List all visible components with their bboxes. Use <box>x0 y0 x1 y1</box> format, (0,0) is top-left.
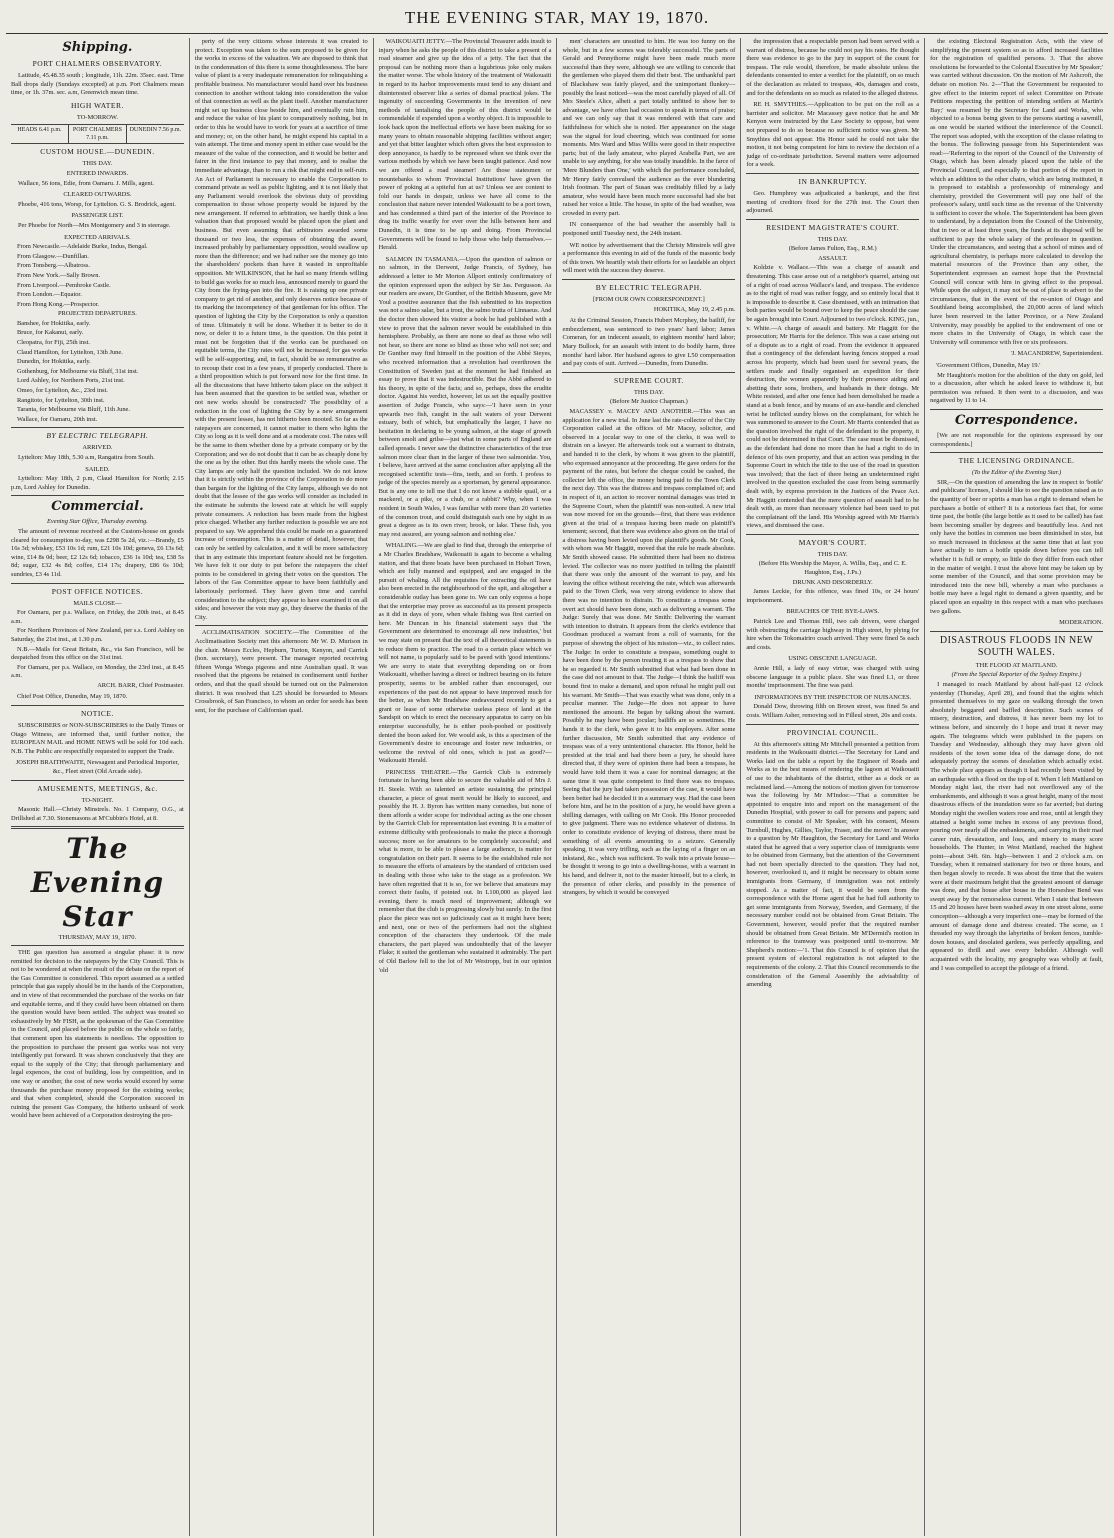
customs-heading: CUSTOM HOUSE.—DUNEDIN. <box>40 147 155 157</box>
supreme-court-continued: the impression that a respectable person had been served with a warrant of distress, because he could not pay his rates. He thought there was evidence to go to the jury in support of the count for trespass. The rule would, therefore, be made absolute unless the defendants consented to enter a verdict for the plaintiff, on so much of the declaration as related to trespass, 40s, damages and costs, and for the defendants on so much as related to the alleged distress. <box>746 38 920 97</box>
nameplate: The Evening Star <box>30 832 165 934</box>
amusements-text: Masonic Hall.—Christy Minstrels. No. 1 Company, O.G., at Drillshed at 7.30. Stonemasons at M'Cubbin's Hotel, at 8. <box>11 806 184 822</box>
bankruptcy-heading: IN BANKRUPTCY. <box>798 176 867 186</box>
columns <box>6 38 1108 1536</box>
supreme-court-judge: (Before Mr Justice Chapman.) <box>610 398 688 406</box>
gold-duty-text: Mr Haughton's motion for the abolition of the duty on gold, led to a discussion, after which he asked leave to withdraw it, but permission was refused. It then went to a discussion, and was negatived by 11 to 14. <box>930 371 1103 405</box>
drunk-heading: DRUNK AND DISORDERLY. <box>792 578 873 586</box>
dateline: THURSDAY, MAY 19, 1870. <box>11 934 184 946</box>
breaches-text: Patrick Lee and Thomas Hill, two cab drivers, were charged with obstructing the carriage highway in High street, by plying for hire when the Tokomairiro coach arrived. They were fined 5s each and costs. <box>746 618 920 651</box>
correspondence-heading: Correspondence. <box>955 412 1079 428</box>
passenger-heading: PASSENGER LIST. <box>71 212 124 220</box>
licensing-heading: THE LICENSING ORDINANCE. <box>958 456 1075 466</box>
breaches-heading: BREACHES OF THE BYE-LAWS. <box>786 608 880 616</box>
expected-item: From Tonsberg.—Albatross. <box>17 262 90 270</box>
column-5 <box>741 38 925 1536</box>
floods-heading: DISASTROUS FLOODS IN NEW SOUTH WALES. <box>939 634 1094 658</box>
ball-notice: IN consequence of the bad weather the assembly ball is postponed until Tuesday next, the 24th instant. <box>562 221 736 238</box>
telegraph-heading: BY ELECTRIC TELEGRAPH. <box>595 283 702 293</box>
column-2 <box>190 38 374 1536</box>
arrived-heading: ARRIVED. <box>82 444 113 452</box>
post-item: For Northern Provinces of New Zealand, per s.s. Lord Ashley on Saturday, the 21st inst., at 1.30 p.m. <box>11 627 184 643</box>
correspondence-note: [We are not responsible for the opinions expressed by our correspondents.] <box>930 431 1103 448</box>
supreme-court-text: MACASSEY v. MACEY AND ANOTHER.—This was an application for a new trial. In June last the rate-collector of the City Corporation called at the offices of Mr Macey, solicitor, and observed in a jocular way to one of the clerks, it was well to distrain on a lawyer. He afterwards took out a warrant to distrain, and handed it to the clerk, by whom it was given to the plaintiff, who expressed annoyance at the proceeding. He gave orders for the payment of the rates, but before the cheque could be cashed, the collector left the office, the money being paid to the Town Clerk the next day. This was the distress and trespass complained of; and in respect of it, an action to recover nominal damages was tried in the Supreme Court, when the plaintiff was non-suited. A new trial was now moved for on the grounds—first, that there was evidence given at the trial of a trespass having been made on plaintiff's tenement; second, that there was evidence also given on the trial of a distress having been levied upon the plaintiff's goods. Mr Cook, with whom was Mr Haggitt, moved that the rule be made absolute. Mr Smith showed cause. He submitted there had been no distress levied. The collector was no more justified in telling the plaintiff that there was only the amount of the warrant to pay, and his leaving the office without receiving the rate, which was afterwards paid to the Town Clerk, was very strong evidence to show that there was no intention to distrain. To constitute a trespass some overt act should have been done, such as delivering a warrant. The Judge: Surely that was done. Mr Smith: Delivering the warrant with intention to distrain. It appears from the clerk's evidence that Goodman produced a warrant from a roll of warrants, for the purpose of showing the object of his mission—viz., to collect rates. The Judge: In order to constitute a trespass, something ought to have been done by the person treating it as a trespass to show that he so regarded it. Mr Smith submitted that what had been done in the case did not amount to that. The Judge—I think the bailiff was bound first to make a demand, and upon refusal he might pull out his warrant. Mr Smith—That was exactly what was done, only in a peculiar manner. The Judge—He does not appear to have mentioned the amount. He began by talking about the warrant. Possibly he may have been jocular; bailiffs are so sometimes. He hands it to the clerk, who gave it to his employers. After some further discussion, Mr Smith submitted that any evidence of trespass was of a very unintentional character. His Honor, held he presided at the trial and had there been a jury, he should have directed that, if they were of opinion there had been a trespass, he would have told them it was a case for nominal damages; at the same time it was quite competent to find there was no trespass. Seeing that the jury had taken possession of the case, it would have been better had he decided it in a summary way. Had the case been before him, and he in the position of a jury, he would have given a shilling damages, with calling on Mr Cook. His Honor proceeded to give judgment. There was no evidence whatever of distress. In order to constitute evidence of levying of distress, there must be something of all events amounting to a seizure. Generally speaking, it was very trifling, such as the laying of a finger on an inkstand, &c., which was sufficient. To walk into a private house—be thought it wrong to go into a dwelling-house, with a warrant in his hand, and deliver it, not to the master himself, but to a clerk, in the presence of other clerks, and possibly in the presence of strangers, by which it would be conveyed <box>562 407 736 897</box>
entered-inwards-heading: ENTERED INWARDS. <box>66 169 129 177</box>
licensing-to: (To the Editor of the Evening Star.) <box>971 469 1062 477</box>
commercial-heading: Commercial. <box>51 499 144 515</box>
amusements-heading: AMUSEMENTS, MEETINGS, &c. <box>37 783 158 793</box>
projected-item: Gothenburg, for Melbourne via Bluff, 31st inst. <box>17 367 139 375</box>
expected-item: From London.—Equator. <box>17 291 82 299</box>
language-text: Annie Hill, a lady of easy virtue, was charged with using obscene language in a public place. She was fined L1, or three months' imprisonment. The fine was paid. <box>746 665 920 690</box>
projected-item: Cleopatra, for Fiji, 25th inst. <box>17 339 90 347</box>
rm-court-sub: THIS DAY. <box>817 235 848 243</box>
mayors-court-sub: THIS DAY. <box>817 550 848 558</box>
post-signature: ARCH. BARR, Chief Postmaster. <box>97 681 184 689</box>
rm-court-heading: RESIDENT MAGISTRATE'S COURT. <box>766 222 900 232</box>
expected-item: From Liverpool.—Pembroke Castle. <box>17 281 111 289</box>
language-heading: USING OBSCENE LANGUAGE. <box>788 655 878 663</box>
passenger-text: Per Phoebe for North—Mrs Montgomery and 3 in steerage. <box>18 221 171 229</box>
licensing-signature: MODERATION. <box>1059 619 1103 627</box>
government-offices: 'Government Offices, Dunedin, May 19.' <box>936 361 1041 369</box>
tide-table <box>11 124 184 144</box>
tide-heads: HEADS 6.41 p.m. <box>11 125 69 143</box>
provincial-council-heading: PROVINCIAL COUNCIL. <box>786 727 879 737</box>
inspector-heading: INFORMATIONS BY THE INSPECTOR OF NUISANCES. <box>754 693 912 701</box>
cleared-outwards-text: Phoebe, 416 tons, Worsp, for Lyttelton. G. S. Brodrick, agent. <box>18 200 176 208</box>
masthead: THE EVENING STAR, MAY 19, 1870. <box>6 8 1108 34</box>
superintendent-signature: 'J. MACANDREW, Superintendent. <box>1010 350 1103 358</box>
editorial-continued: perty of the very citizens whose interests it was created to protect. Exception was taken to the sum proposed to be given for the works in excess of the valuation. We are disposed to think that in the condemnation of this there is some thoughtlessness. The bare value of plant is a very inadequate remuneration for relinquishing a profitable business. No manufacturer would hand over his business connection to another without taking into consideration the value of that connection as well as the plant itself. Another manufacturer might set up business close beside him, and eventually ruin him, and reduce the value of his plant to comparatively nothing, but in order to this he would have to work for years at a sacrifice of time and money; or, on the other hand, he might expend his capital in a vain attempt. The time and money spent in either case would be the measure of the value of the connection, and it would be better and fairer in the first instance to pay that money, and to realise the immediate advantage, than to run a risk that might end in self-ruin. An Act of Parliament is necessary to enable the Corporation to command private as well as public lighting, and it is not likely that any Parliament would overlook the obvious duty of providing compensation to those whose property would be injured by the new arrangement. If referred to arbitration, we hardly think a less valuation than that proposed would be placed upon the plant and business. But even assuming that arbitrators awarded some thousand or two less, the expenses of obtaining the award, increased probably by parliamentary opposition, would swallow up more than the difference; and we had rather see the money go into the shareholders' pockets than have it wasted in unprofitable opposition. Mr WILKINSON, that he had so many friends willing to build gas works for so much less, announced merely to guard the City from the frying-pan into the fire. It is raising up one private company to get rid of another, and only deserves notice because of its marking the incompetency of that gentleman for his office. The question of lighting the City by the Corporation is only a question of time. Ultimately it will be done. Whether it is better to do it now, or defer it to a future time, is the question. On this point it must not be forgotten that if the works can be purchased on equitable terms, the City rates will not be increased, for gas works will be self-supporting, and, in fact, should be so remunerative as to recoup their cost in a few years, if properly conducted. There is a third proposition which is put forward now for the first time. In all the discussions that have hitherto taken place on the subject it has been assumed that the question to be settled was, whether or not new works should be constructed? The possibility of a reduction in the cost of lighting the City by a new arrangement with the present lessee, has not hitherto been mooted. So far as the ratepayers are concerned, it cannot matter to them who lights the City so long as it is well done and at a moderate cost. The rates will be the same to them whether done by a private company or by the Corporation; and we do not doubt that it can be as cheaply done by the one as by the other. But this hardly meets the whole case. The City lamps are only half the question included. We do not know that it is strictly within the province of the Corporation to do more than bargain for the lighting of the City lamps, although we do not doubt that the lessee of the gas works will consider as included in the estimate he submits the lowest rate at which he will supply private consumers. A reduction has been made from the highest price charged. Whether any further reduction is possible we are not prepared to say. We apprehend this could be made on a guaranteed increase of consumption. This is a matter of detail, however, that can only be settled by calculation, and it will be more satisfactory that in any estimate this important feature should not be forgotten. We have felt it our duty to put before the ratepayers the chief points to be considered in giving their votes on the question. The labors of the Gas Committee appear to have been faithfully and laboriously performed. They have given time and careful consideration to the subject; they appear to have examined it on all sides; and however the vote may go, they deserve the thanks of the City. <box>194 38 368 621</box>
waikouaiti-jetty-text: WAIKOUAITI JETTY.—The Provincial Treasurer adds insult to injury when he asks the people of this district to take a present of a road steamer and give up the idea of a jetty. The fact that the proposal can be nothing more than a lugubrious joke only makes the matter worse. The whole history of the treatment of Waikouaiti in regard to its harbor improvements must tend to any distant and disinterested observer like a series of dismal practical jokes. The ingenuity of succeeding Governments in the invention of new methods of tantalising the people of this district would be commendable if expended upon a worthy object. It is impossible to look back upon the ineffectual efforts we have been making for so many years to obtain reasonable shipping facilities without anger; and yet that bitter laughter which often gives the best expression to deep annoyance, is hardly to be repressed when we think over the various methods by which we have been taught patience. And now we are offered a road steamer! Are those statesmen or mountebanks to whom 'Provincial Institutions' have given the power of poking at a spiteful fun at us? Unless we are content to fold our hands in despair, unless we have all come to the conclusion that nature never intended Waikouaiti to be a port town, and has condemned a third part of the interior of the Province to drag its traffic wearily for ever over the hills between here and Dunedin, it is time to be up and doing. From Provincial Governments will be found to help those who help themselves.—Herald. <box>378 38 552 252</box>
cleared-outwards-heading: CLEARED OUTWARDS. <box>63 191 132 199</box>
projected-item: Wallace, for Oamaru, 20th inst. <box>17 415 98 423</box>
bankruptcy-text: Geo. Humphrey was adjudicated a bankrupt, and the first meeting of creditors fixed for the 27th inst. The Court then adjourned. <box>746 189 920 215</box>
licensing-text: SIR,—On the question of amending the law in respect to 'bottle' and publicans' licenses, I should like to see the question raised as to the quantity of beer or spirits a man has a right to demand when he purchases a bottle of either? It is a notorious fact that, for some time past, the bottle (the large bottle as it used to be called) has fast been becoming smaller by degrees and beautifully less. And not only have the bottles in common use been diminished in size, but so much increased in thickness at the same time that at last you have actually to turn a bottle upside down before you can tell whether it is full or empty, so little do they differ from each other in the matter of weight. I trust the above hint may be taken up by some member of the Council, and that some provision may be introduced into the new bill, whereby a man who purchases a bottle may have a legal right to demand a given quantity, and be placed upon an equality in this respect with a man who purchases two gallons. <box>930 478 1103 615</box>
tide-port-chalmers: PORT CHALMERS 7.11 p.m. <box>69 125 127 143</box>
high-water-heading: HIGH WATER. <box>70 100 124 110</box>
projected-item: Dunedin, for Hokitika, early. <box>17 358 91 366</box>
projected-item: Omeo, for Lyttelton, &c., 23rd inst. <box>17 387 108 395</box>
rm-court-text: Koldzie v. Wallace.—This was a charge of assault and threatening. This case arose out of a neighbor's quarrel, arising out of a right of road across Wallace's land, and trespass. The evidence as to the right of road was rather foggy, and so entirely local that it is impossible to describe it. Case dismissed, with an intimation that both parties would be bound over to keep the peace should the case be again brought into Court. Adjourned to two o'clock. KING, jun., v. White.—A charge of assault and battery. Mr Haggitt for the prosecution; Mr Harris for the defence. This was a case arising out of a dispute as to a right of road. From the evidence it appeared that a contingency of the defendant having fences stopped a road across his property, which had been used for several years, the settlers made and finally organised an expedition for their destruction, the women apparently by their presence aiding and abetting their sons, brothers, and husbands in their doings. Mr White resisted, and after one fence had been demolished he made a stand at a bush fence, and by means of an axe-handle and clenched wrist he inflicted sundry blows on the complainant, for which he was summoned to answer to the Court. Mr Harris contended that as the question involved the right of the defendant to the property, it could not be determined in that Court. The case must be dismissed, as the defendant had done no more than he had a right to do in defence of his own property, and that an action was pending in the Supreme Court in which the title to the use of the road in question was involved; that the fact of there being an undetermined right involved in the question excluded the case from being summarily dealt with, by express provision in the Justices of the Peace Act. Mr Haggitt contended that the mere question of assault had to be dealt with, as more than necessary violence had been used to put the complainant off the land. His Worship agreed with Mr Harris's views, and dismissed the case. <box>746 264 920 530</box>
provincial-council-text: At this afternoon's sitting Mr Mitchell presented a petition from residents in the Waikouaiti district.—The Secretary for Land and Works laid on the table a report by the Engineer of Roads and Works as to the best means of rendering the lagoon at Waikouaiti of use to the inhabitants of the district, either as a dock or as reclaimed land.—Among the notices of motion given for tomorrow was the following by Mr M'Indoe:—'That a committee be appointed to enquire into and report on the management of the Dunedin Hospital, with power to call for persons and papers; said committee to consist of Mr Speaker, with his consent, Messrs Turnbull, Hughes, Gillies, Taylor, Fraser, and the mover.' In answer to a question by Mr Haughton, the Secretary for Land and Works stated that he agreed that a very superior class of immigrants were to be obtained from Germany, but the attention of the Government had not been specially directed to the question. They had not, however, overlooked it, and it might be necessary to obtain some immigrants from Germany, if immigration was not entirely stopped. As a matter of fact, it would be seen from the correspondence with the Home agent that he had full authority to get some immigrants from Norway, Sweden, and Germany, if the necessary number could not be obtained from Great Britain. The Government, however, would prefer that the required number should be obtained from Great Britain. Mr M'Dermid's motion in reference to the tramway was postponed until to-morrow. Mr Shepherd's motion:—'1. That this Council is of opinion that the present system of electoral registration is not adapted to the requirements of the colony. 2. That this Council recommends to the consideration of the General Assembly the advisability of amending <box>746 740 920 989</box>
telegraph-heading: BY ELECTRIC TELEGRAPH. <box>46 431 149 441</box>
observatory-heading: PORT CHALMERS OBSERVATORY. <box>32 59 163 68</box>
supreme-court-heading: SUPREME COURT. <box>614 375 684 385</box>
inspector-text: Donald Dow, throwing filth on Brown street, was fined 5s and costs. William Asher, removing soil in Filleul street, 20s and costs. <box>746 703 920 719</box>
projected-item: Rangitoto, for Lyttelton, 30th inst. <box>17 396 105 404</box>
theatre-continued: men' characters are unsuited to him. He was too funny on the whole, but in a few scenes was tolerably successful. The parts of Gerald and Pennythorne might have been made much more successful than they were, although we are willing to concede that the gentlemen who played them did their best. The unthankful part of Blackshaw was fairly played, and the unimportant flunkey—possibly the least noticed—was the most carefully played of all. Of Mrs Steele's Alice, albeit a part totally unfitted to show her to advantage, we have often had occasion to speak in terms of praise; and we can only say that it was rendered with that care and faithfulness for which she is noted. Her appearance on the stage was the signal for loud cheering, which was continued for some moments. Mrs Ward and Miss Willis were good in their respective parts; but of the lady amateur, who played Arabella Part, we are unable to say anything, for she was totally inaudible. In the farce of 'Mere Blunders than One,' with which the performance concluded, Mr Henry fairly convulsed the audience as the ever blundering Irish footman. The part of Susan was creditably filled by a lady amateur, who would have been much more successful had she but raised her voice a little. The house, in spite of the bad weather, was crowded in every part. <box>562 38 736 217</box>
notice-signature: JOSEPH BRAITHWAITE, Newsagent and Periodical Importer, &c., Fleet street (Old Arcade side). <box>15 759 180 776</box>
post-item: For Oamaru, per p.s. Wallace, on Monday, the 23rd inst., at 8.45 a.m. <box>11 663 184 680</box>
notice-text: SUBSCRIBERS or NON-SUBSCRIBERS to the Daily Times or Otago Witness, are informed that, until further notice, the EUROPEAN MAIL and HOME NEWS will be sold for 10d each. N.B. The Public are respectfully requested to support the Trade. <box>11 722 184 755</box>
amusements-sub: TO-NIGHT. <box>81 796 114 804</box>
expected-item: From Glasgow.—Dunfillan. <box>17 252 89 260</box>
post-office-heading: POST OFFICE NOTICES. <box>51 586 144 596</box>
floods-sub: THE FLOOD AT MAITLAND. <box>975 661 1058 669</box>
telegraph-sub: [FROM OUR OWN CORRESPONDENT.] <box>593 296 705 304</box>
telegraph-text: At the Criminal Session, Francis Hubert Mcrphey, the bailiff, for embezzlement, was sentenced to two years' hard labor; James Comeran, for an indecent assault, to eighteen months' hard labor; Mary Bullock, for an assault with intent to do bodily harm, three months' hard labor. Her husband agrees to give L50 compensation and pay costs of suit. Arrived.—Dunedin, from Dunedin. <box>562 317 736 368</box>
assault-heading: ASSAULT. <box>818 254 848 262</box>
projected-item: Claud Hamilton, for Lyttelton, 13th June. <box>17 348 123 356</box>
salmon-text: SALMON IN TASMANIA.—Upon the question of salmon or no salmon, in the Derwent, Judge Francis, of Sydney, has addressed a letter to Mr Morton Allport entirely confirmatory of the opinion expressed upon the subject by Sir Jas. Fergusson. As our readers are aware, Dr Gunther, of the British Museum, gave Mr Youl a positive assurance that the fish submitted to his inspection was not a salmo salar, but a trout, the salmo trutta of Linnaeus. And the doctor then showed his visitor a book he had published with a view to prove that the salmon never would be established in this hemisphere. Probably, as there are none so deaf as those who will not hear, so there are none so blind as those who will not see; and Dr Gunther may find himself in the position of the Abbé Sieyes, who received information that a revolution had overthrown the Constitution of Sweden just at the moment he had finished an essay to prove that it was indestructible. But the Abbé adhered to his theory, in spite of the facts; and so, perhaps, does the erudite doctor. Against his verdict, however, let us set the equally positive assertion of Judge Francis, who says:—'I have seen in your upwards two fish, caught in the salt waters of your Derwent estuary, both of which, but emphatically the larger, I have no hesitation in declaring to be young salmon, at the stage of growth between smolt and grilse—just what in some parts of England are called spreads. I never saw the distinctive characteristics of the true salmon more clear than in the larger of these two salmonidæ. You, I believe, have arrived at the same conclusion after applying all the recognised scientific tests—fins, teeth, and so forth. I profess to judge of the species merely as a sportsman, by general appearance. But is any one to tell me that I do not know a stubble quail, or a mackerel, or a pike, or a chub, or a rabbit? Why, when I was resident in South Wales, I was familiar with more than 20 varieties of the common trout, and could distinguish each one by sight in as great a degree as is its own river, brook, or lake. These fish, you may rest assured, are young salmon and nothing else.' <box>378 255 552 538</box>
floods-text: I managed to reach Maitland by about half-past 12 o'clock yesterday (Thursday, April 28), and found that the sights which presented themselves to my gaze on walking through the town absolutely beggared and baffled description. Such scenes of misery, destruction, and distress, it has never been my lot to witness before, and sincerely do I hope and trust it never may again. The telegrams which were published in the papers on Tuesday and Wednesday, although they may have given old residents of the town some idea of the damage done, do not adequately portray the scenes of desolation which actually exist. The whole place appears as though it had recently been visited by an earthquake with a flood on the top of it. When I left Maitland on Monday night last, the river had not overflowed any of the embankments, and although it was a great height, many of the most disastrous effects of the inundation were so far averted; but during Monday night the swollen waters rose and rose, until at length they attained a height some inches in excess of any previous flood, pouring over nearly all the embankments, and carrying in their mad career ruin, devastation, and loss, and misery to many score households. The Hunter, in West Maitland, reached the highest point—about 34ft. 6in. high—between 1 and 2 o'clock a.m. on Tuesday, when it remained stationary for two or three hours, and then began slowly to recede. It was about the time that the waters were at their maximum height that the greatest amount of damage was done, and that house after house in the Horseshoe Bend was swept away by the remorseless current. When I state that between 15 and 20 houses have been washed away in one street alone, some conception—although a very imperfect one—may be formed of the amount of damage done and distress created. The scene, as I threaded my way through the labyrinths of broken fences, tumble-down houses, and desolated gardens, was perfectly appalling, and appeared to thrill and awe every beholder. Although well acquainted with the locality, my geography was wholly at fault, and I was compelled to accept the pilotage of a friend. <box>930 681 1103 972</box>
post-item: For Oamaru, per p.s. Wallace, on Friday, the 20th inst., at 8.45 a.m. <box>11 609 184 625</box>
post-date: Chief Post Office, Dunedin, May 19, 1870. <box>17 693 128 701</box>
rm-court-before: (Before James Fulton, Esq., R.M.) <box>788 245 877 253</box>
floods-from: (From the Special Reporter of the Sydney Empire.) <box>951 671 1082 679</box>
council-continued: the existing Electoral Registration Acts, with the view of simplifying the present system so as to afford increased facilities for the registration of qualified persons. 3. That the above resolutions be forwarded to the Colonial Executive by Mr Speaker;' was carried without discussion. On the motion of Mr Ashcroft, the debate on motion No. 2—'That the Government be requested to give effect to the interim report of select Committee on Private Petitions respecting the petition of intending settlers at Martin's Bay;' was resumed by the Secretary for Land and Works, who objected to a bonus being given to the persons starting a sawmill, as one would be started without the interference of the Council. The report was adopted, with the exception of the clause relating to the bonus. The following passage from his Superintendent was read:—'Referring to the report of the Council of the University of Otago, which has been already placed upon the table of the Provincial Council, and especially to that portion of the report in which an addition to the other chairs, which are being instituted, it is proposed to establish a professorship of mineralogy and chemistry, provided the Government will pay one half of the professor's salary, until such time as the revenue of the University is sufficient to cover the whole. The Superintendent has been given to understand, by a deputation from the Council of the University, that in two or at least three years, the funds at its disposal will be sufficient to pay the whole salary of the professor in question. Under the circumstances, and seeing that a school of mines and of agricultural chemistry, is perhaps more calculated to develop the material resources of the Province than any other, the Superintendent expresses an earnest hope that the Provincial Council will concur with him in giving effect to the proposal. While upon the subject, it may not be out of place to advert to the circumstances, that in the event of the re-union of Otago and Southland being accomplished, the 20,000 acres of land which have been reserved in the latter Province, or a New Zealand University, may possibly be applied to the endowment of one or more chairs in the University of Otago, in which case the University will commence with five or six professors. <box>930 38 1103 346</box>
supreme-court-sub: THIS DAY. <box>633 388 664 396</box>
column-1 <box>6 38 190 1536</box>
sailed-heading: SAILED. <box>85 465 110 473</box>
sailed-text: Lyttelton: May 18th, 2 p.m, Claud Hamilton for North; 2.15 p.m, Lord Ashley for Dunedin. <box>11 475 184 491</box>
smythies-text: RE H. SMYTHIES.—Application to be put on the roll as a barrister and solicitor. Mr Macassey gave notice that he and Mr Kenyon were instructed by the Law Society to oppose, but were not prepared to do so because no sufficient notice was given. Mr Smythies did not appear. His Honor said he could not take the motion, it not being competent for him to review the decision of a judge of co-ordinate jurisdiction. Several matters were adjourned for a week. <box>746 101 920 169</box>
minstrels-notice: WE notice by advertisement that the Christy Minstrels will give a performance this evening in aid of the funds of the masonic body of this town. We heartily wish their efforts for so laudable an object will meet with the success they deserve. <box>562 241 736 275</box>
expected-item: From Hong Kong.—Prospector. <box>17 300 100 308</box>
theatre-text: PRINCESS THEATRE.—The Garrick Club is extremely fortunate in having been able to secure the valuable aid of Mrs J. H. Steele. With so talented an artiste sustaining the principal character, a piece of great merit would be likely to succeed, and possibly the H. J. Byron has written many comedies, but none of them affords a wider scope for individual acting as the one chosen by the Garrick Club for representation last evening. It is a matter of extreme difficulty with professionals to make the piece a thorough success; more so for amateurs to be completely successful; and what is more, to be able to please a large audience, is matter for congratulation on their part. It seems to be the established rule not to measure the efforts of amateurs by the standard of criticism used in dealing with those who take to the stage as a profession. We have often regretted that it is so, for we believe that amateurs may correct their faults, if pointed out. In L100,000 as played last evening, there is much need of improvement; although we remember that the club is progressing slowly but surely. In the first place the piece was not so judiciously cast as it might have been; and next, one or two of the performers had not the slightest conception of the characters they undertook. Of the male characters, the part played was undoubtedly that of the lawyer Flake; it suited the gentleman who sustained it admirably. The part of Old Barlow fell to the lot of Mr Westropp, but in our opinion 'old <box>378 768 552 974</box>
post-item: N.B.—Mails for Great Britain, &c., via San Francisco, will be despatched from this office on the 31st inst. <box>11 645 184 662</box>
expected-heading: EXPECTED ARRIVALS. <box>64 233 131 241</box>
mayors-court-before: (Before His Worship the Mayor, A. Willis, Esq., and C. E. Haughton, Esq., J.Ps.) <box>758 560 907 577</box>
mayors-court-heading: MAYOR'S COURT. <box>798 537 867 547</box>
acclimatisation-text: ACCLIMATISATION SOCIETY.—The Committee of the Acclimatisation Society met this afternoon: Mr W. D. Murison in the chair. Messrs Eccles, Hepburn, Turton, Kenyon, and Carrick (hon. secretary), were present. The manager reported receiving fifteen Wonga Wonga pigeons and nine Australian quail. It was resolved that the pigeons be retained in confinement until further orders, and that the quail should be turned out on the Palmerston district. It was resolved that L25 should be forwarded to Messrs Crossbrook, of San Francisco, to whom an order for seeds has been sent, for the purchase of Californian quail. <box>194 629 368 714</box>
projected-item: Banshee, for Hokitika, early. <box>17 319 91 327</box>
projected-item: Bruce, for Kakanui, early. <box>17 329 84 337</box>
customs-sub: THIS DAY. <box>82 160 113 168</box>
telegraph-place: HOKITIKA, May 19, 2.45 p.m. <box>653 305 736 313</box>
commercial-office: Evening Star Office, Thursday evening. <box>47 518 148 526</box>
editorial-text: THE gas question has assumed a singular phase: it is now remitted for decision to the ratepayers by the City Council. This is not to be wondered at when the result of the debate on the report of the Gas Committee is considered. This report assumed as a settled principle that gas supply should be in the hands of the Corporation, and in view of that recommended the purchase of the works on fair and equitable terms, and if they could have been obtained on them the question would have been settled. The subject was treated so exhaustively by Mr FISH, as the spokesman of the Gas Committee in the Council, and placed before the public on the whole so fairly, that comment upon his statements is needless. The opposition to the proposition to purchase the present gas works was not very intelligently put forward. It was shown conclusively that they are equal to the supply of the City; that through parliamentary and legal expences, the cost of building, loss by competition, and in one way or another, the cost of new works would exceed by some thousands the purchase money proposed for the existing works; and that when completed, should the Corporation succeed in ruining the present Gas Company, the hitherto unheard of work would have been achieved of a Corporation destroying the pro- <box>11 949 184 1120</box>
high-water-sub: TO-MORROW. <box>76 113 118 121</box>
drunk-text: James Leckie, for this offence, was fined 10s, or 24 hours' imprisonment. <box>746 588 920 604</box>
expected-item: From New York.—Sally Brown. <box>17 271 101 279</box>
whaling-text: WHALING.—We are glad to find that, through the enterprise of a Mr Charles Bradshaw, Waikouaiti is again to become a whaling station, and that three boats have been purchased in Hobart Town, which are fully manned and equipped, and are engaged in the pursuit of whaling. All the requisites for extracting the oil have also been erected in the neighbourhood of the spit, and altogether a considerable outlay has been gone to. We can only express a hope that the enterprise may prove as successful as its present prospects as it did in days of yore, when whale fishing was first carried on here. Mr Duncan in his financial statement says that 'the Government are determined to encourage all new industries,' but we may state on present that the text of all theoretical statements is to reduce them to practice. The road to a certain place which we will not name, is popularly said to be paved with 'good intentions.' We are sorry to state that everything depending on or from Waikouaiti, whether having a direct or indirect bearing on its future prosperity, seems to be ambled rather than encouraged, our experiences of the past do not appear to have improved much for the better, as when Mr Bradshaw endeavoured recently to get a grant or lease of some otherwise useless piece of land at the Sandspit on which to erect the necessary apparatus to carry on his enterprise successfully, he is either pooh-poohed or positively denied the boon asked for. We would ask, is this a specimen of the Government's desire to encourage and foster new industries, or welcome the revival of old ones, which is just as good?—Waikouaiti Herald. <box>378 542 552 765</box>
expected-item: From Newcastle.—Adelaide Burke, Indus, Bengal. <box>17 243 148 251</box>
projected-item: Lord Ashley, for Northern Ports, 21st inst. <box>17 377 125 385</box>
tide-dunedin: DUNEDIN 7.56 p.m. <box>129 127 182 134</box>
post-office-sub: MAILS CLOSE— <box>73 599 122 607</box>
observatory-text: Latitude, 45.48.35 south ; longitude, 11h. 22m. 35sec. east. Time Ball drops daily (Sundays excepted) at p.m. Port Chalmers mean time, or 1h. 37m. sec. a.m, Greenwich mean time. <box>11 72 184 97</box>
column-4 <box>557 38 741 1536</box>
commercial-text: The amount of revenue received at the Custom-house on goods cleared for consumption to-day, was £298 5s 2d, viz.:—Brandy, £5 16s 3d; whiskey, £53 10s 1d; rum, £21 10s 10d; geneva, £6 13s 6d; wine, £14 8s 0d; beer, £2 12s 6d; tobacco, £36 1s 10d; tea, £38 5s 8d; sugar, £32 4s 8d; coffee, £14 17s; drapery, £86 6s 10d; sundries, £3 4s 11d. <box>11 527 184 578</box>
projected-item: Taranta, for Melbourne via Bluff, 11th June. <box>17 406 130 414</box>
column-6 <box>925 38 1108 1536</box>
notice-heading: NOTICE. <box>80 709 114 719</box>
shipping-heading: Shipping. <box>62 40 133 55</box>
arrived-text: Lyttelton: May 18th, 5.30 a.m, Rangatira from South. <box>18 454 155 461</box>
projected-heading: PROJECTED DEPARTURES. <box>57 310 137 318</box>
entered-inwards-text: Wallace, 56 tons, Edie, from Oamaru. J. Mills, agent. <box>18 179 154 187</box>
column-3 <box>374 38 558 1536</box>
